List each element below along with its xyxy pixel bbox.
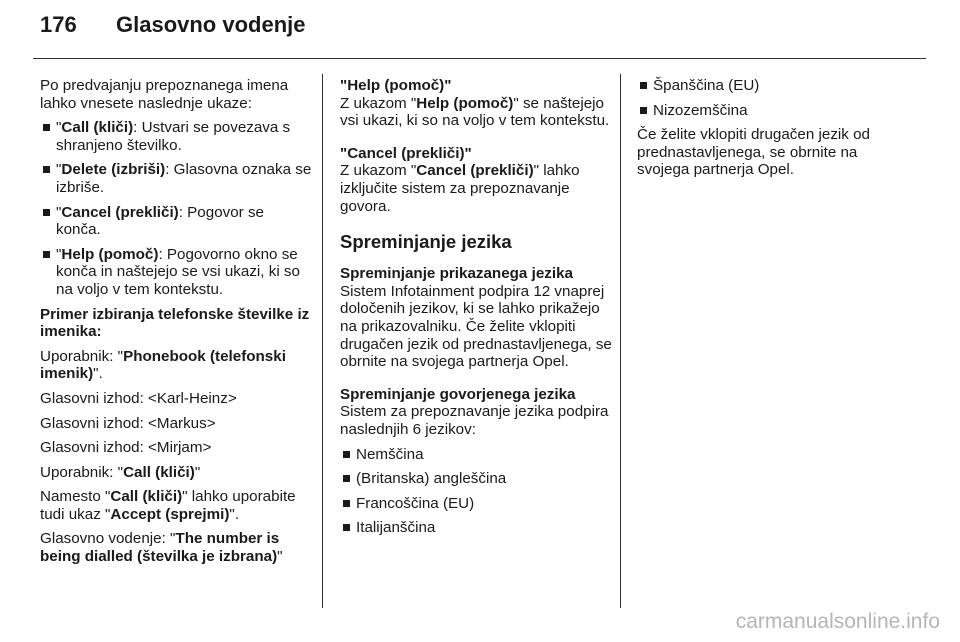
dialog-voice-3: Glasovni izhod: <Mirjam> (40, 439, 212, 457)
column-2 (340, 77, 612, 544)
command-name: Delete (izbriši) (61, 161, 166, 179)
command-name: Call (kliči) (61, 119, 134, 137)
cancel-heading: "Cancel (prekliči)" (340, 144, 472, 162)
cancel-text: Z ukazom "Cancel (prekliči)" lahko izključite sistem za prepoznavanje govora. (340, 162, 580, 215)
header-rule (33, 58, 926, 59)
language-item: Španščina (EU) (637, 77, 909, 95)
language-item: Italijanščina (340, 519, 612, 537)
command-description: : Ustvari se povezava s shranjeno številko. (56, 119, 291, 154)
column-1 (40, 77, 312, 573)
display-language-text: Sistem Infotainment podpira 12 vnaprej določenih jezikov, ki se lahko prikažejo na prikazovalniku. Če želite vklopiti drugačen jezik od prednastavljenega, se obrnite na svojega partnerja Opel. (340, 282, 612, 371)
dialog-final: Glasovno vodenje: "The number is being dialled (številka je izbrana)" (40, 530, 283, 566)
command-name: Cancel (prekliči) (61, 203, 179, 221)
page-title: Glasovno vodenje (116, 12, 306, 37)
language-item: Francoščina (EU) (340, 495, 612, 513)
column-divider-1 (322, 74, 323, 608)
page-header (40, 12, 306, 38)
watermark: carmanualsonline.info (735, 610, 940, 633)
command-description: : Pogovor se konča. (56, 203, 265, 239)
command-item-call: "Call (kliči): Ustvari se povezava s shranjeno številko. (40, 119, 312, 154)
command-description: : Pogovorno okno se konča in naštejejo se vsi ukazi, ki so na voljo v tem kontekstu. (56, 245, 300, 298)
command-item-help: "Help (pomoč): Pogovorno okno se konča in naštejejo se vsi ukazi, ki so na voljo v tem kontekstu. (40, 246, 312, 299)
command-description: : Glasovna oznaka se izbriše. (56, 161, 312, 196)
dialog-user-1: Uporabnik: "Phonebook (telefonski imenik)". (40, 347, 286, 383)
help-text: Z ukazom "Help (pomoč)" se naštejejo vsi ukazi, ki so na voljo v tem kontekstu. (340, 94, 610, 130)
dialog-voice-1: Glasovni izhod: <Karl-Heinz> (40, 389, 237, 407)
language-item: Nemščina (340, 446, 612, 464)
command-name: Help (pomoč) (61, 245, 159, 263)
display-language-heading: Spreminjanje prikazanega jezika (340, 265, 573, 283)
language-item: (Britanska) angleščina (340, 470, 612, 488)
language-item: Nizozemščina (637, 102, 909, 120)
column-3 (637, 77, 909, 186)
column-divider-2 (620, 74, 621, 608)
command-item-delete: "Delete (izbriši): Glasovna oznaka se izbriše. (40, 161, 312, 196)
page-number: 176 (40, 12, 77, 37)
help-heading: "Help (pomoč)" (340, 77, 452, 94)
dialog-alternative: Namesto "Call (kliči)" lahko uporabite tudi ukaz "Accept (sprejmi)". (40, 488, 296, 523)
section-title: Spreminjanje jezika (340, 231, 512, 253)
speech-language-heading: Spreminjanje govorjenega jezika (340, 385, 576, 403)
example-heading: Primer izbiranja telefonske številke iz imenika: (40, 305, 310, 341)
dialog-user-2: Uporabnik: "Call (kliči)" (40, 463, 201, 481)
speech-language-text: Sistem za prepoznavanje jezika podpira naslednjih 6 jezikov: (340, 403, 609, 438)
command-item-cancel: "Cancel (prekliči): Pogovor se konča. (40, 204, 312, 239)
language-note: Če želite vklopiti drugačen jezik od prednastavljenega, se obrnite na svojega partnerja Opel. (637, 126, 870, 179)
intro-text: Po predvajanju prepoznanega imena lahko vnesete naslednje ukaze: (40, 77, 289, 112)
dialog-voice-2: Glasovni izhod: <Markus> (40, 414, 216, 432)
